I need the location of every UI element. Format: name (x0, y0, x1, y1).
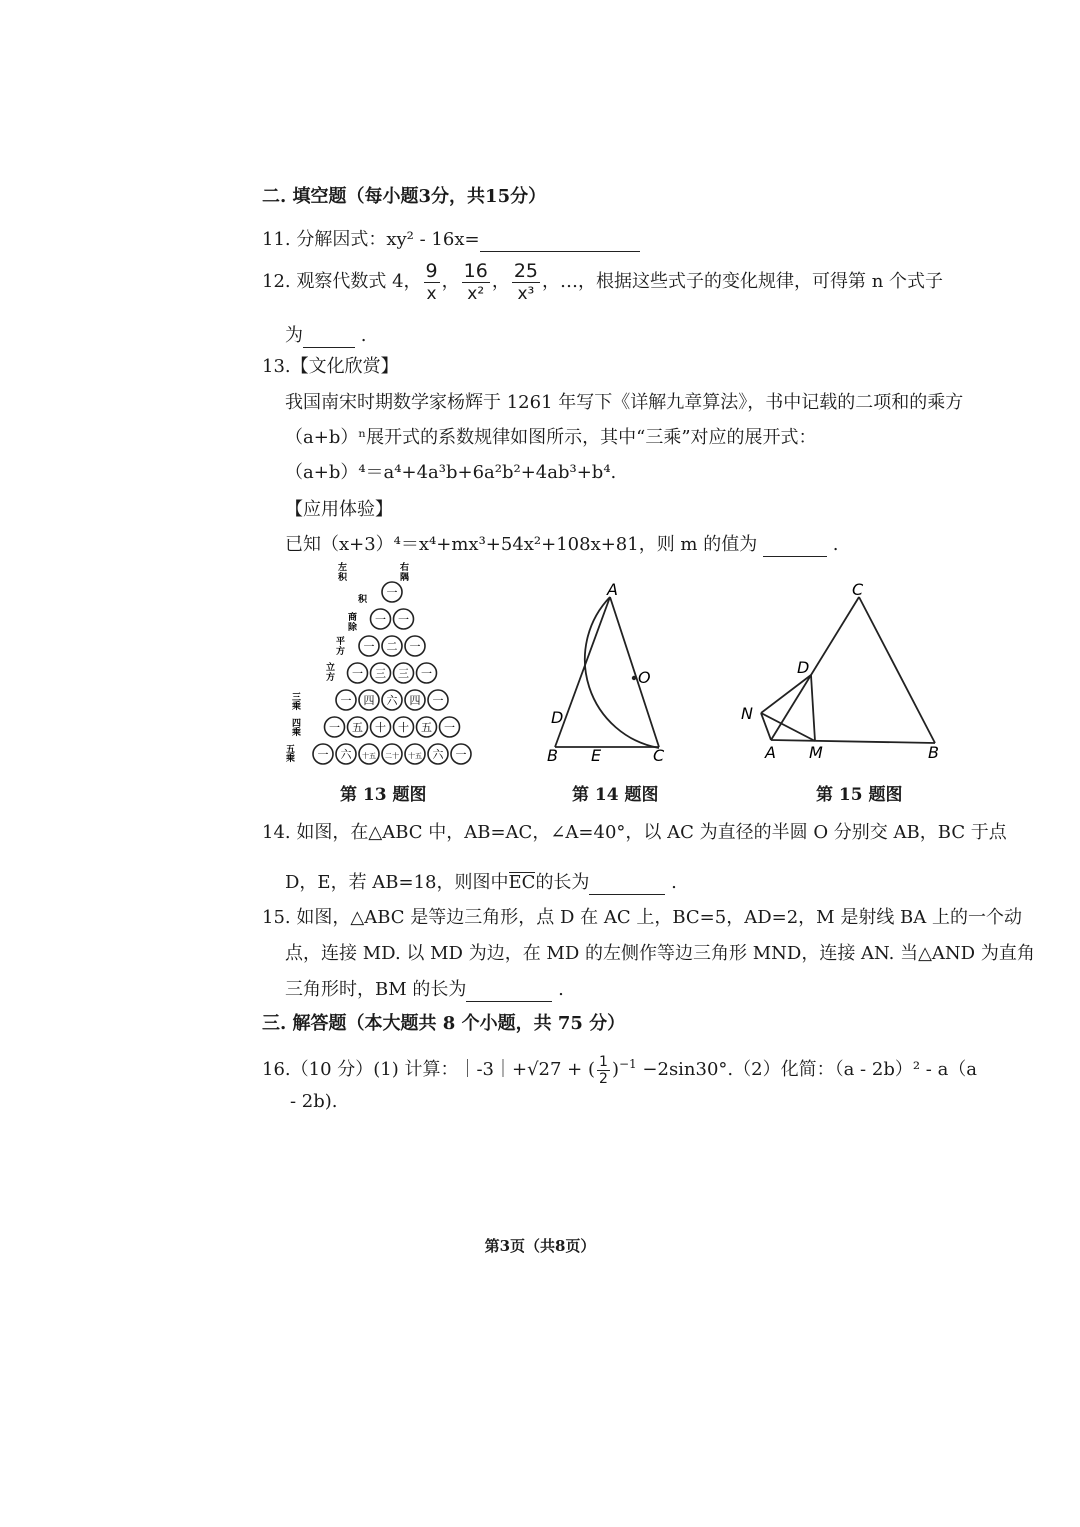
answer-blank-11 (480, 233, 640, 252)
coefficient-value: 六 (386, 694, 398, 707)
triangle-side-label: 平 (336, 637, 346, 647)
coefficient-value: 十五 (362, 752, 376, 760)
triangle-side-label: 三 (292, 693, 302, 703)
triangle-side-label: 立 (326, 663, 336, 673)
label-a: A (765, 743, 776, 762)
question-15-line2: 点，连接 MD. 以 MD 为边，在 MD 的左侧作等边三角形 MND，连接 AN. 当△AND 为直角 (285, 943, 1035, 964)
segment-dn (761, 675, 811, 713)
triangle-side-label: 除 (348, 623, 358, 633)
question-14-line1: 14. 如图，在△ABC 中，AB=AC，∠A=40°，以 AC 为直径的半圆 O 分别交 AB，BC 于点 (262, 822, 1007, 843)
fraction-3-numerator: 25 (513, 259, 538, 282)
question-13-line3: （a+b）⁴＝a⁴+4a³b+6a²b²+4ab³+b⁴. (285, 462, 617, 483)
coefficient-value: 一 (421, 667, 432, 680)
fraction-half (597, 1054, 610, 1087)
coefficient-value: 一 (375, 613, 386, 626)
label-n: N (741, 704, 753, 723)
coefficient-value: 二 (386, 640, 398, 653)
triangle-side-label: 右 (400, 563, 410, 573)
application-heading: 【应用体验】 (285, 499, 393, 520)
coefficient-value: 一 (398, 613, 409, 626)
question-11-text: 11. 分解因式：xy² - 16x= (262, 229, 480, 250)
question-13-line4: 已知（x+3）⁴＝x⁴+mx³+54x²+108x+81，则 m 的值为 . (285, 534, 839, 555)
label-c: C (852, 580, 864, 599)
question-16-part1: 16.（10 分）(1) 计算：｜-3｜+√27 + (262, 1059, 583, 1080)
coefficient-value: 一 (352, 667, 363, 680)
coefficient-value: 六 (340, 748, 352, 761)
question-12-line2: 为 . (285, 325, 367, 346)
triangle-side-label: 隅 (400, 573, 410, 583)
segment-ca (771, 597, 859, 740)
question-13-line1: 我国南宋时期数学家杨辉于 1261 年写下《详解九章算法》，书中记载的二项和的乘方 (285, 392, 964, 413)
triangle-side-label: 乘 (292, 728, 302, 738)
question-15-line1: 15. 如图，△ABC 是等边三角形，点 D 在 AC 上，BC=5，AD=2，M 是射线 BA 上的一个动 (262, 907, 1022, 928)
segment-cb (859, 597, 935, 743)
figure-13-yanghui-triangle (280, 562, 500, 774)
fraction-half-denominator: 2 (599, 1070, 608, 1087)
question-15-line3: 三角形时，BM 的长为 . (285, 979, 564, 1000)
label-m: M (809, 743, 823, 762)
segment-ab (771, 740, 935, 743)
answer-blank-15 (466, 983, 552, 1002)
question-16-line2: - 2b). (290, 1091, 338, 1112)
question-11 (262, 228, 640, 252)
coefficient-value: 四 (409, 694, 421, 707)
fraction-1-numerator: 9 (425, 259, 438, 282)
label-a: A (607, 580, 618, 599)
coefficient-value: 三 (375, 667, 386, 680)
triangle-side-label: 商 (348, 613, 358, 623)
figure-15-caption: 第 15 题图 (816, 785, 903, 805)
coefficient-value: 一 (340, 694, 352, 707)
coefficient-value: 十 (375, 721, 386, 734)
label-d: D (797, 658, 810, 677)
question-12-prefix: 12. 观察代数式 4， (262, 271, 422, 292)
fraction-3-denominator: x³ (517, 283, 535, 304)
triangle-side-label: 四 (292, 719, 302, 729)
label-c: C (653, 746, 665, 765)
label-b: B (928, 743, 939, 762)
label-e: E (591, 746, 602, 765)
section-heading-fill-in: 二. 填空题（每小题3分，共15分） (262, 186, 547, 207)
question-13-line2: （a+b）ⁿ展开式的系数规律如图所示，其中“三乘”对应的展开式： (285, 427, 817, 448)
question-12-line2-text: 为 (285, 325, 303, 346)
coefficient-value: 一 (317, 748, 329, 761)
question-14-line2: D，E，若 AB=18，则图中EC的长为 . (285, 872, 677, 893)
answer-blank-14 (589, 876, 665, 895)
figure-13-caption: 第 13 题图 (340, 785, 427, 805)
question-16-line1: 16.（10 分）(1) 计算：｜-3｜+√27 + ( $\frac{1}{2}$ )$^{-1}$ −2sin30°.（2）化简：（a - 2b）² - a（a (262, 1053, 978, 1087)
triangle-side-label: 左 (338, 563, 348, 573)
figure-15-equilateral-triangles (735, 575, 950, 770)
question-12: 12. 观察代数式 4， $\frac{9}{x}$ ， $\frac{16}{\text{x²}}$ ， $\frac{25}{\text{x³}}$ ，…，根据这些式子的变化规律，可得第 n 个式子 (262, 259, 944, 304)
coefficient-value: 一 (455, 748, 467, 761)
coefficient-value: 五 (352, 721, 363, 734)
coefficient-value: 二十 (385, 752, 399, 760)
coefficient-value: 六 (432, 748, 444, 761)
triangle-side-label: 乘 (286, 754, 296, 764)
segment-dm (811, 675, 815, 741)
question-14-line2-text: D，E，若 AB=18，则图中 (285, 872, 509, 893)
coefficient-value: 一 (386, 586, 398, 599)
coefficient-value: 十五 (408, 752, 422, 760)
coefficient-value: 五 (421, 721, 432, 734)
center-o (632, 676, 636, 680)
fraction-1 (424, 260, 440, 305)
fraction-half-numerator: 1 (599, 1053, 608, 1070)
figure-14-caption: 第 14 题图 (572, 785, 659, 805)
coefficient-value: 一 (409, 640, 421, 653)
label-o: O (638, 668, 651, 687)
question-13-heading: 13.【文化欣赏】 (262, 356, 399, 377)
question-15-line3-text: 三角形时，BM 的长为 (285, 979, 467, 1000)
fraction-2 (462, 260, 490, 305)
answer-blank-12 (303, 329, 355, 348)
page-number: 第3页（共8页） (484, 1237, 596, 1255)
fraction-2-denominator: x² (467, 283, 485, 304)
answer-blank-13 (763, 538, 827, 557)
triangle-side-label: 方 (326, 673, 336, 683)
label-b: B (547, 746, 558, 765)
coefficient-value: 一 (363, 640, 375, 653)
arc-ec: EC (508, 872, 536, 893)
triangle-side-label: 乘 (292, 702, 302, 712)
figure-14-semicircle-triangle (535, 575, 685, 770)
coefficient-value: 一 (329, 721, 340, 734)
triangle-side-label: 五 (286, 745, 296, 755)
section-heading-solutions: 三. 解答题（本大题共 8 个小题，共 75 分） (262, 1013, 626, 1034)
coefficient-value: 一 (444, 721, 455, 734)
coefficient-value: 四 (363, 694, 375, 707)
triangle-side-label: 积 (338, 573, 348, 583)
fraction-2-numerator: 16 (463, 259, 488, 282)
segment-ac (610, 597, 659, 747)
question-16-part2: −2sin30°.（2）化简：（a - 2b）² - a（a (642, 1059, 978, 1080)
triangle-side-label: 积 (358, 595, 368, 605)
triangle-side-label: 方 (336, 647, 346, 657)
coefficient-value: 三 (398, 667, 409, 680)
coefficient-value: 一 (432, 694, 444, 707)
question-14-line2-tail: 的长为 (535, 872, 590, 893)
label-d: D (551, 708, 564, 727)
question-13-line4-text: 已知（x+3）⁴＝x⁴+mx³+54x²+108x+81，则 m 的值为 (285, 534, 758, 555)
question-12-suffix: ，…，根据这些式子的变化规律，可得第 n 个式子 (542, 271, 944, 292)
fraction-1-denominator: x (426, 283, 437, 304)
coefficient-value: 十 (398, 721, 409, 734)
fraction-3 (512, 260, 540, 305)
